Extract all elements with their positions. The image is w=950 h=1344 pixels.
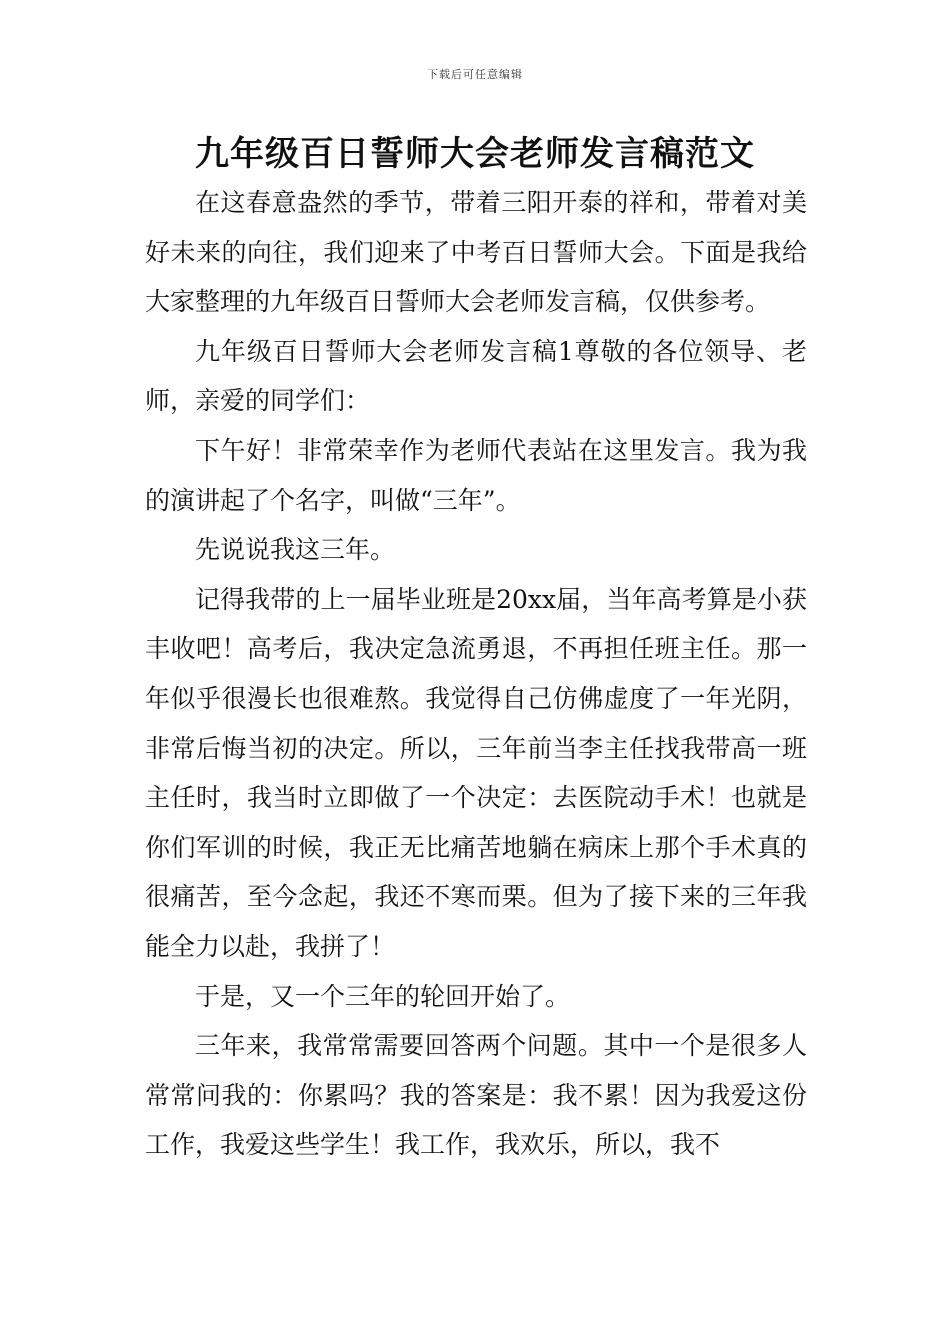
paragraph: 于是，又一个三年的轮回开始了。 (195, 981, 571, 1011)
paragraph: 在这春意盎然的季节，带着三阳开泰的祥和，带着对美好未来的向往，我们迎来了中考百日誓师大会。下面是我给大家整理的九年级百日誓师大会老师发言稿，仅供参考。 (145, 188, 807, 317)
paragraph: 记得我带的上一届毕业班是20xx届，当年高考算是小获丰收吧！高考后，我决定急流勇退，不再担任班主任。那一年似乎很漫长也很难熬。我觉得自己仿佛虚度了一年光阴，非常后悔当初的决定。所以，三年前当李主任找我带高一班主任时，我当时立即做了一个决定：去医院动手术！也就是你们军训的时候，我正无比痛苦地躺在病床上那个手术真的很痛苦，至今念起，我还不寒而栗。但为了接下来的三年我能全力以赴，我拼了！ (145, 584, 807, 961)
paragraph: 三年来，我常常需要回答两个问题。其中一个是很多人常常问我的：你累吗？我的答案是：我不累！因为我爱这份工作，我爱这些学生！我工作，我欢乐，所以，我不 (145, 1031, 807, 1160)
paragraph: 下午好！非常荣幸作为老师代表站在这里发言。我为我的演讲起了个名字，叫做“三年”。 (145, 435, 807, 515)
download-note: 下载后可任意编辑 (427, 68, 523, 81)
document-body (145, 178, 807, 1170)
paragraph: 先说说我这三年。 (195, 535, 396, 565)
paragraph: 九年级百日誓师大会老师发言稿1尊敬的各位领导、老师，亲爱的同学们： (145, 336, 807, 416)
document-title: 九年级百日誓师大会老师发言稿范文 (195, 134, 755, 174)
